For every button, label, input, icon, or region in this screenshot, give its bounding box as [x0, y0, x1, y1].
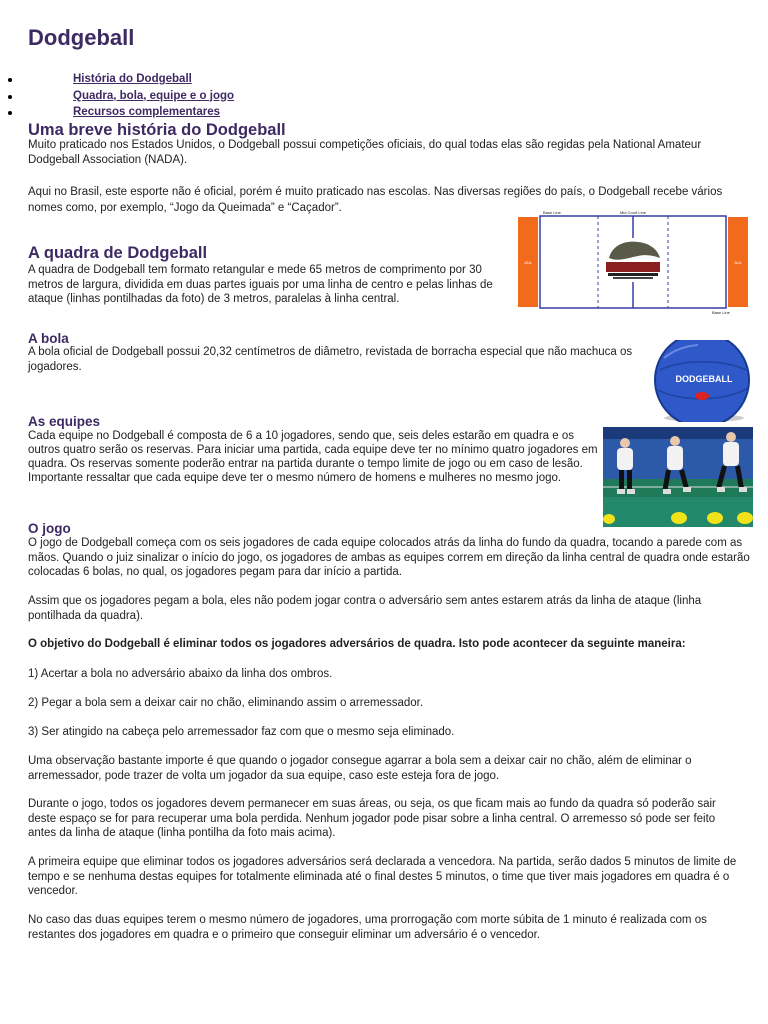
jail-left-label: JAIL	[523, 260, 533, 265]
game-paragraph-10: No caso das duas equipes terem o mesmo número de jogadores, uma prorrogação com morte súbita de 1 minuto é realizada com os restantes dos jogadores em quadra e o primeiro que conseguir eliminar um adversário é o vencedor.	[28, 914, 707, 941]
game-paragraph-9: A primeira equipe que eliminar todos os jogadores adversários será declarada a vencedora. Na partida, serão dados 5 minutos de limite de tempo e se nenhuma destas equipes for totalmente eliminada até o final destes 5 minutos, o time que tiver mais jogadores em quadra é o vencedor.	[28, 856, 737, 897]
ball-brand-text: DODGEBALL	[675, 374, 733, 384]
ball-logo-icon	[695, 392, 709, 400]
court-diagram-image	[516, 210, 752, 318]
toc-link-resources[interactable]: Recursos complementares	[73, 106, 221, 118]
game-paragraph-2: Assim que os jogadores pegam a bola, eles não podem jogar contra o adversário sem antes estarem atrás da linha de ataque (linha pontilhada da quadra).	[28, 595, 702, 622]
game-heading: O jogo	[28, 521, 71, 536]
mid-court-line-label: Mid Court Line	[619, 210, 647, 215]
court-paragraph-1: A quadra de Dodgeball tem formato retangular e mede 65 metros de comprimento por 30 metros de largura, dividida em duas partes iguais por uma linha de centro e pelas linhas de ataque (linhas pontilhadas da foto) de 3 metros, paralelas à linha central.	[28, 264, 493, 305]
history-heading: Uma breve história do Dodgeball	[28, 121, 286, 139]
base-line-top-label: Base Line	[543, 210, 561, 215]
ball-icon	[707, 512, 723, 524]
toc-item	[0, 72, 400, 89]
game-paragraph-3	[28, 637, 740, 652]
ball-icon	[603, 514, 615, 524]
base-line-bottom-label: Base Line	[712, 310, 730, 315]
game-paragraph-8: Durante o jogo, todos os jogadores devem permanecer em suas áreas, ou seja, os que ficam mais ao fundo da quadra só poderão sair deste espaço se for para recuperar uma bola perdida. Nenhum jogador pode pisar sobre a linha central. O arremesso só pode ser feito antes da linha de ataque (linha pontilha da foto mais acima).	[28, 798, 716, 839]
page-title: Dodgeball	[28, 25, 135, 50]
game-paragraph-1: O jogo de Dodgeball começa com os seis jogadores de cada equipe colocados atrás da linha do fundo da quadra, tocando a parede com as mãos. Quando o juiz sinalizar o início do jogo, os jogadores de ambas as equipes correm em direção da linha central de quadra onde estarão colocadas 6 bolas, no qual, os jogadores pegam para dar início a partida.	[28, 537, 750, 578]
table-of-contents	[0, 72, 400, 122]
toc-link-court[interactable]: Quadra, bola, equipe e o jogo	[73, 89, 235, 102]
game-rule-1: 1) Acertar a bola no adversário abaixo da linha dos ombros.	[28, 668, 333, 680]
game-rule-2: 2) Pegar a bola sem a deixar cair no chão, eliminando assim o arremessador.	[28, 697, 424, 709]
court-heading: A quadra de Dodgeball	[28, 244, 208, 262]
toc-link-history[interactable]: História do Dodgeball	[73, 73, 192, 85]
history-paragraph-1: Muito praticado nos Estados Unidos, o Dodgeball possui competições oficiais, do qual todas elas são regidas pela National Amateur Dodgeball Association (NADA).	[28, 139, 702, 166]
jail-right-label: JAIL	[733, 260, 743, 265]
ball-icon	[737, 512, 753, 524]
teams-paragraph-1: Cada equipe no Dodgeball é composta de 6 a 10 jogadores, sendo que, seis deles estarão em quadra e os outros quatro serão os reservas. Para iniciar uma partida, cada equipe deve ter no mínimo quatro jogadores em quadra. Os reservas somente poderão entrar na partida durante o tempo limite de jogo ou em caso de lesão. Importante ressaltar que cada equipe deve ter o mesmo número de homens e mulheres no mesmo jogo.	[28, 430, 598, 484]
game-rule-3: 3) Ser atingido na cabeça pelo arremessador faz com que o mesmo seja eliminado.	[28, 726, 455, 738]
dodgeball-ball-image	[650, 340, 754, 422]
dodgeball-players-photo	[603, 427, 753, 527]
game-paragraph-7: Uma observação bastante importe é que quando o jogador consegue agarrar a bola sem a deixar cair no chão, além de eliminar o arremessador, pode trazer de volta um jogador da sua equipe, caso este esteja fora de jogo.	[28, 755, 692, 782]
ball-heading: A bola	[28, 331, 69, 346]
ball-paragraph-1: A bola oficial de Dodgeball possui 20,32 centímetros de diâmetro, revistada de borracha especial que não machuca os jogadores.	[28, 346, 633, 373]
toc-item	[0, 89, 400, 106]
game-objective-bold: O objetivo do Dodgeball é eliminar todos os jogadores adversários de quadra. Isto pode acontecer da seguinte maneira:	[28, 638, 686, 650]
ball-icon	[671, 512, 687, 524]
history-paragraph-2: Aqui no Brasil, este esporte não é oficial, porém é muito praticado nas escolas. Nas diversas regiões do país, o Dodgeball recebe vários nomes como, por exemplo, “Jogo da Queimada” e “Caçador”.	[28, 186, 723, 214]
teams-heading: As equipes	[28, 414, 101, 429]
court-logo-icon	[603, 238, 663, 282]
